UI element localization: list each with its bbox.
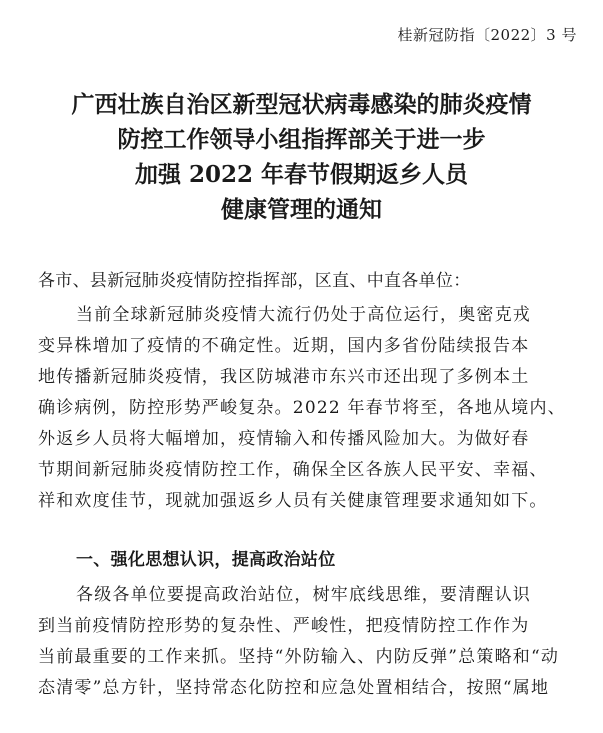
paragraph-intro (38, 300, 586, 517)
paragraph-line: 当前全球新冠肺炎疫情大流行仍处于高位运行，奥密克戎 (76, 305, 531, 325)
title-line: 健康管理的通知 (221, 196, 382, 223)
salutation: 各市、县新冠肺炎疫情防控指挥部，区直、中直各单位： (38, 271, 471, 291)
paragraph-line: 当前最重要的工作来抓。坚持“外防输入、内防反弹”总策略和“动 (38, 647, 560, 667)
title-line: 加强 2022 年春节假期返乡人员 (134, 161, 469, 188)
paragraph-section-1 (38, 580, 586, 704)
paragraph-line: 态清零”总方针，坚持常态化防控和应急处置相结合，按照“属地 (38, 678, 550, 698)
paragraph-line: 各级各单位要提高政治站位，树牢底线思维，要清醒认识 (76, 585, 531, 605)
paragraph-line: 地传播新冠肺炎疫情，我区防城港市东兴市还出现了多例本土 (38, 367, 530, 387)
document-title (0, 87, 603, 227)
paragraph-line: 外返乡人员将大幅增加，疫情输入和传播风险加大。为做好春 (38, 429, 530, 449)
document-number: 桂新冠防指〔2022〕3 号 (397, 26, 577, 44)
paragraph-line: 节期间新冠肺炎疫情防控工作，确保全区各族人民平安、幸福、 (38, 460, 548, 480)
paragraph-line: 祥和欢度佳节，现就加强返乡人员有关健康管理要求通知如下。 (38, 491, 548, 511)
section-heading: 一、强化思想认识，提高政治站位 (76, 550, 336, 570)
paragraph-line: 变异株增加了疫情的不确定性。近期，国内多省份陆续报告本 (38, 336, 530, 356)
title-line: 防控工作领导小组指挥部关于进一步 (117, 126, 486, 153)
title-line: 广西壮族自治区新型冠状病毒感染的肺炎疫情 (71, 91, 532, 118)
paragraph-line: 到当前疫情防控形势的复杂性、严峻性，把疫情防控工作作为 (38, 616, 530, 636)
paragraph-line: 确诊病例，防控形势严峻复杂。2022 年春节将至，各地从境内、 (38, 398, 566, 418)
